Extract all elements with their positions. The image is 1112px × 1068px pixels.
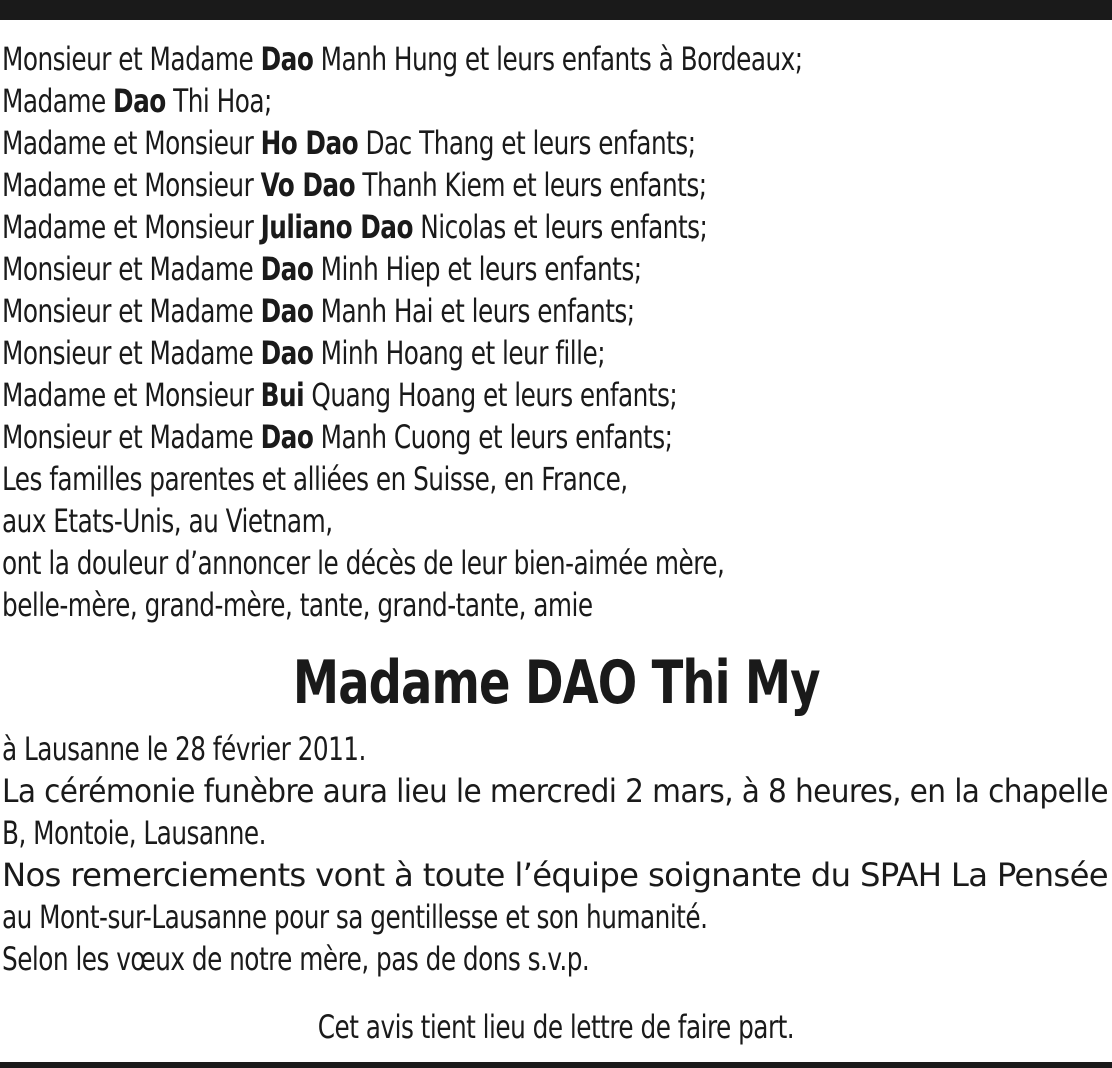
family-line: Monsieur et Madame Dao Manh Hung et leurs enfants à Bordeaux; bbox=[2, 40, 803, 78]
family-line: Monsieur et Madame Dao Minh Hiep et leurs enfants; bbox=[2, 250, 642, 288]
announcement-line: ont la douleur d’annoncer le décès de leur bien-aimée mère, bbox=[2, 544, 725, 582]
family-list bbox=[2, 38, 1110, 626]
family-line: Madame et Monsieur Juliano Dao Nicolas et leurs enfants; bbox=[2, 208, 708, 246]
detail-line: Nos remerciements vont à toute l’équipe soignante du SPAH La Pensée bbox=[2, 856, 1108, 894]
relatives-line: Les familles parentes et alliées en Suisse, en France, bbox=[2, 460, 628, 498]
closing-line: Cet avis tient lieu de lettre de faire part. bbox=[317, 1008, 795, 1046]
detail-line: Selon les vœux de notre mère, pas de dons s.v.p. bbox=[2, 940, 590, 978]
family-line: Monsieur et Madame Dao Minh Hoang et leur fille; bbox=[2, 334, 606, 372]
family-line: Monsieur et Madame Dao Manh Hai et leurs enfants; bbox=[2, 292, 635, 330]
detail-line: à Lausanne le 28 février 2011. bbox=[2, 730, 366, 768]
family-line: Madame et Monsieur Ho Dao Dac Thang et leurs enfants; bbox=[2, 124, 696, 162]
detail-line: au Mont-sur-Lausanne pour sa gentillesse et son humanité. bbox=[2, 898, 708, 936]
relatives-line: aux Etats-Unis, au Vietnam, bbox=[2, 502, 333, 540]
family-line: Madame et Monsieur Vo Dao Thanh Kiem et leurs enfants; bbox=[2, 166, 707, 204]
details-block bbox=[2, 728, 1110, 980]
announcement-line: belle-mère, grand-mère, tante, grand-tante, amie bbox=[2, 586, 593, 624]
detail-line: B, Montoie, Lausanne. bbox=[2, 814, 266, 852]
family-line: Madame et Monsieur Bui Quang Hoang et leurs enfants; bbox=[2, 376, 678, 414]
family-line: Madame Dao Thi Hoa; bbox=[2, 82, 272, 120]
family-line: Monsieur et Madame Dao Manh Cuong et leurs enfants; bbox=[2, 418, 673, 456]
top-rule bbox=[0, 0, 1112, 20]
bottom-rule bbox=[0, 1062, 1112, 1068]
detail-line: La cérémonie funèbre aura lieu le mercredi 2 mars, à 8 heures, en la chapelle bbox=[2, 772, 1108, 810]
deceased-name: Madame DAO Thi My bbox=[292, 648, 820, 718]
